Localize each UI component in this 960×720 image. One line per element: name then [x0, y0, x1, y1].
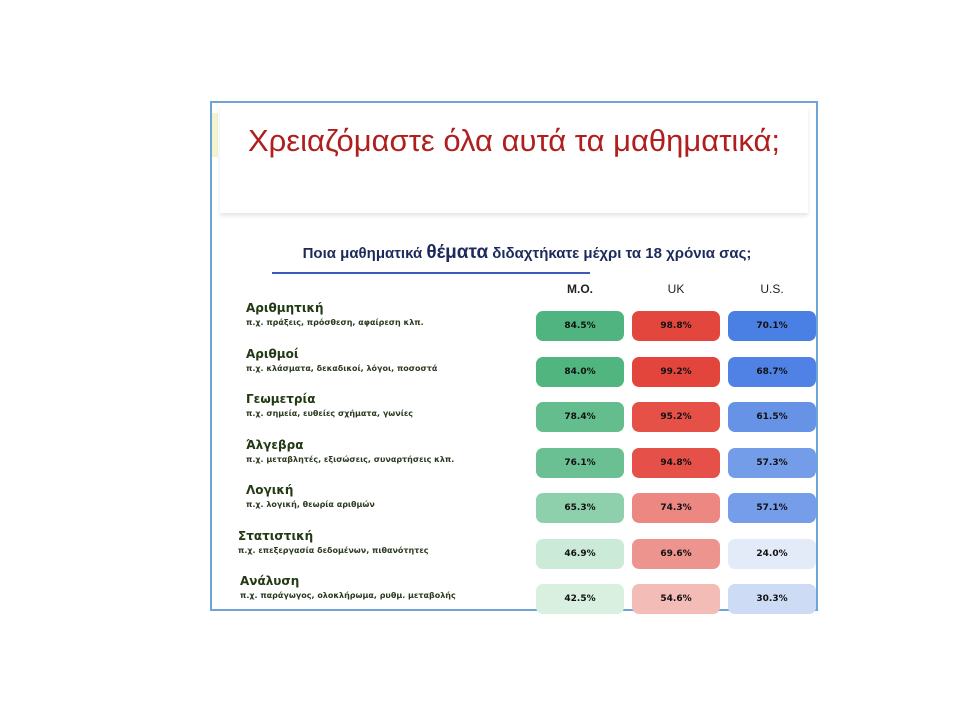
row-label — [246, 482, 375, 512]
value-cell: 94.8% — [632, 448, 720, 478]
value-cell: 78.4% — [536, 402, 624, 432]
topic-example: π.χ. επεξεργασία δεδομένων, πιθανότητες — [238, 545, 429, 555]
row-label — [246, 300, 424, 330]
topic-name: Άλγεβρα — [246, 437, 304, 452]
page-title: Χρειαζόμαστε όλα αυτά τα μαθηματικά; — [248, 123, 780, 158]
value-cell: 54.6% — [632, 584, 720, 614]
topic-example: π.χ. σημεία, ευθείες σχήματα, γωνίες — [246, 409, 414, 418]
topic-example: π.χ. πράξεις, πρόσθεση, αφαίρεση κλπ. — [246, 318, 424, 327]
value-cell: 69.6% — [632, 539, 720, 569]
value-cell: 30.3% — [728, 584, 816, 614]
topic-name: Ανάλυση — [240, 574, 300, 588]
row-label — [246, 346, 437, 376]
value-cell: 84.5% — [536, 311, 624, 341]
topic-name: Στατιστική — [238, 528, 314, 543]
topic-name: Αριθμητική — [246, 301, 324, 315]
decorative-strip — [212, 113, 218, 157]
survey-panel — [210, 101, 818, 611]
column-header-us: U.S. — [760, 282, 784, 296]
column-header-uk: UK — [667, 282, 685, 296]
topic-example: π.χ. μεταβλητές, εξισώσεις, συναρτήσεις κλπ. — [246, 454, 455, 464]
value-cell: 68.7% — [728, 357, 816, 387]
value-cell: 24.0% — [728, 539, 816, 569]
value-cell: 57.1% — [728, 493, 816, 523]
question-heading — [252, 242, 802, 264]
question-part-3: διδαχτήκατε μέχρι τα 18 χρόνια σας; — [488, 245, 752, 262]
value-cell: 84.0% — [536, 357, 624, 387]
row-label — [246, 391, 413, 421]
question-part-2: θέματα — [426, 242, 489, 263]
row-label — [240, 573, 456, 603]
value-cell: 76.1% — [536, 448, 624, 478]
topic-example: π.χ. κλάσματα, δεκαδικοί, λόγοι, ποσοστά — [246, 363, 438, 373]
value-cell: 99.2% — [632, 357, 720, 387]
question-part-1: Ποια μαθηματικά — [302, 245, 427, 262]
value-cell: 65.3% — [536, 493, 624, 523]
value-cell: 74.3% — [632, 493, 720, 523]
topic-example: π.χ. λογική, θεωρία αριθμών — [246, 500, 375, 509]
row-label — [238, 528, 429, 558]
topic-example: π.χ. παράγωγος, ολοκλήρωμα, ρυθμ. μεταβολής — [240, 591, 456, 600]
row-label — [246, 437, 454, 467]
heading-underline — [272, 272, 590, 274]
value-cell: 42.5% — [536, 584, 624, 614]
value-cell: 95.2% — [632, 402, 720, 432]
topic-name: Γεωμετρία — [246, 392, 316, 406]
topic-name: Αριθμοί — [246, 346, 299, 361]
title-band — [220, 107, 808, 213]
value-cell: 61.5% — [728, 402, 816, 432]
value-cell: 57.3% — [728, 448, 816, 478]
topic-name: Λογική — [246, 483, 294, 497]
column-header-mo: M.O. — [567, 282, 593, 296]
value-cell: 46.9% — [536, 539, 624, 569]
value-cell: 70.1% — [728, 311, 816, 341]
value-cell: 98.8% — [632, 311, 720, 341]
